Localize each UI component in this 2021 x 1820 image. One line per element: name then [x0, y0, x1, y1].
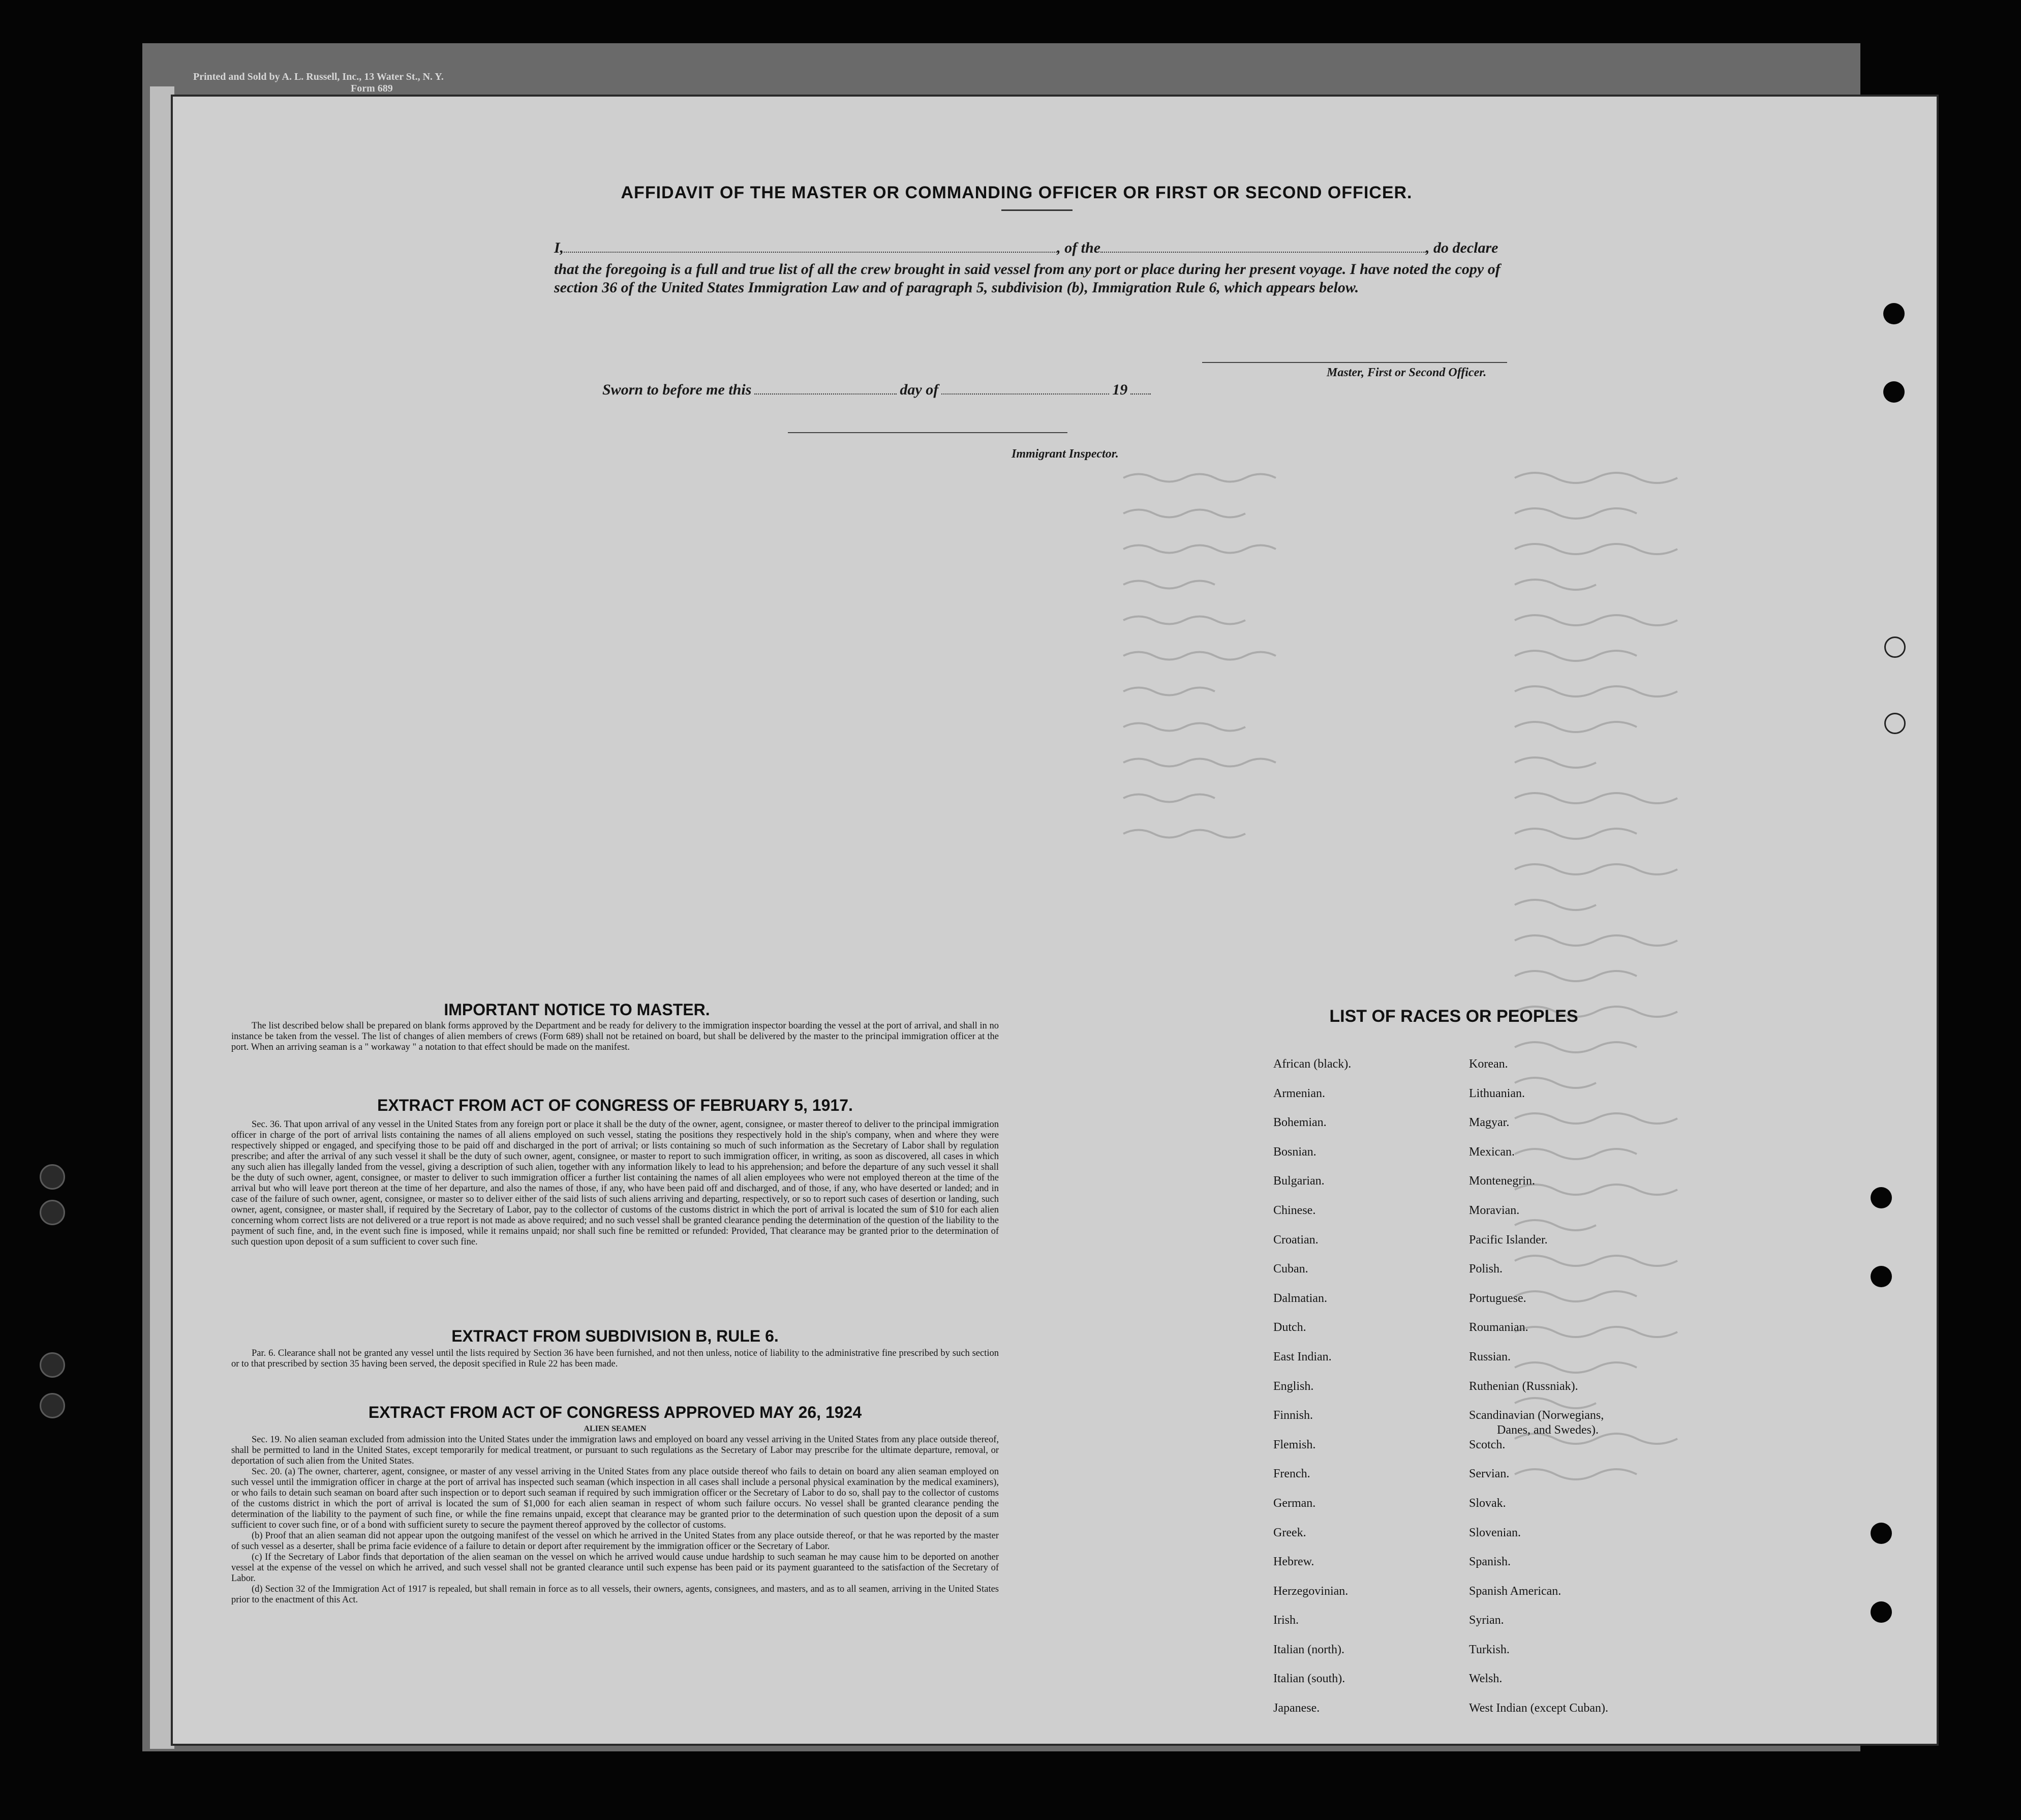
- edge-hole-icon: [40, 1393, 65, 1418]
- extract-rule6-text: [231, 1348, 999, 1370]
- race-item: Dutch.: [1273, 1321, 1306, 1334]
- race-item: Flemish.: [1273, 1438, 1316, 1451]
- race-item: Korean.: [1469, 1057, 1508, 1071]
- extract-1917-text: [231, 1119, 999, 1248]
- imprint-line-1: Printed and Sold by A. L. Russell, Inc., 13 Water St., N. Y.: [193, 71, 444, 82]
- binder-hole-icon: [1883, 381, 1905, 403]
- race-item: Roumanian.: [1469, 1321, 1528, 1334]
- race-item: Herzegovinian.: [1273, 1584, 1349, 1598]
- race-item: Finnish.: [1273, 1409, 1313, 1422]
- extract-1924-text: [231, 1435, 999, 1605]
- race-item: Bohemian.: [1273, 1116, 1327, 1130]
- race-item: Cuban.: [1273, 1262, 1308, 1276]
- race-item: Japanese.: [1273, 1702, 1320, 1715]
- binding-strip: [150, 86, 174, 1749]
- race-item: Irish.: [1273, 1614, 1299, 1627]
- affidavit-first-line: [554, 239, 1545, 257]
- affidavit-body: [554, 239, 1545, 297]
- race-item: Hebrew.: [1273, 1555, 1314, 1569]
- inspector-signature-line[interactable]: [788, 432, 1067, 433]
- name-blank[interactable]: [564, 251, 1057, 253]
- printer-imprint: [193, 71, 444, 95]
- race-item: Scandinavian (Norwegians,: [1469, 1409, 1604, 1422]
- sworn-year-prefix: 19: [1112, 381, 1128, 398]
- races-heading: LIST OF RACES OR PEOPLES: [1329, 1007, 1578, 1026]
- sworn-prefix: Sworn to before me this: [602, 381, 752, 398]
- race-item: West Indian (except Cuban).: [1469, 1702, 1608, 1715]
- master-caption: Master, First or Second Officer.: [1327, 366, 1487, 379]
- inspector-caption: Immigrant Inspector.: [1012, 447, 1119, 461]
- notice-paragraph: The list described below shall be prepared on blank forms approved by the Department and be ready for delivery to the immigration inspector boarding the vessel at the port of arrival, and shall in no instance be taken from the vessel. The list of changes of alien members of crews (Form 689) shall not be retained on board, but shall be delivered by the master to the principal immigration officer at the port. When an arriving seaman is a " workaway " a notation to that effect should be made on the manifest.: [231, 1021, 999, 1052]
- notice-text: [231, 1021, 999, 1053]
- race-item: East Indian.: [1273, 1350, 1332, 1363]
- race-item: Croatian.: [1273, 1233, 1319, 1247]
- edge-hole-icon: [40, 1164, 65, 1190]
- binder-hole-icon: [1871, 1187, 1892, 1208]
- scandinavian-continuation: Danes, and Swedes).: [1497, 1423, 1599, 1437]
- extract-1917-heading: EXTRACT FROM ACT OF CONGRESS OF FEBRUARY 5, 1917.: [377, 1096, 853, 1114]
- race-item: Greek.: [1273, 1526, 1306, 1539]
- race-item: Polish.: [1469, 1262, 1503, 1276]
- sec19-paragraph: Sec. 19. No alien seaman excluded from admission into the United States under the immigration laws and employed on board any vessel arriving in the United States from any place outside thereof, shall be permitted to land in the United States, except temporarily for medical treatment, or pursuant to such regulations as the Secretary of Labor may prescribe for the ultimate departure, removal, or deportation of such alien from the United States.: [231, 1435, 999, 1466]
- race-item: Italian (south).: [1273, 1672, 1345, 1686]
- binder-hole-icon: [1871, 1601, 1892, 1623]
- race-item: Chinese.: [1273, 1203, 1316, 1217]
- title-rule: [1001, 209, 1073, 211]
- sworn-day-blank[interactable]: [754, 393, 897, 395]
- notice-heading: IMPORTANT NOTICE TO MASTER.: [444, 1000, 710, 1019]
- race-item: Moravian.: [1469, 1203, 1520, 1217]
- race-item: Mexican.: [1469, 1145, 1515, 1159]
- race-item: Slovenian.: [1469, 1526, 1521, 1539]
- race-item: Russian.: [1469, 1350, 1511, 1363]
- race-item: Bulgarian.: [1273, 1174, 1325, 1188]
- binder-hole-icon: [1871, 1523, 1892, 1544]
- binder-hole-icon: [1883, 303, 1905, 324]
- edge-hole-icon: [40, 1200, 65, 1225]
- binder-hole-icon: [1884, 713, 1906, 734]
- race-item: Slovak.: [1469, 1496, 1506, 1510]
- master-signature-line[interactable]: [1202, 362, 1507, 363]
- sworn-day-of: day of: [900, 381, 939, 398]
- race-item: Syrian.: [1469, 1614, 1504, 1627]
- race-item: French.: [1273, 1467, 1310, 1481]
- race-item: Servian.: [1469, 1467, 1510, 1481]
- race-item: Montenegrin.: [1469, 1174, 1535, 1188]
- race-item: Ruthenian (Russniak).: [1469, 1379, 1578, 1393]
- race-item: Spanish.: [1469, 1555, 1511, 1569]
- extract-rule6-heading: EXTRACT FROM SUBDIVISION B, RULE 6.: [451, 1327, 779, 1345]
- binder-hole-icon: [1884, 636, 1906, 658]
- race-item: African (black).: [1273, 1057, 1352, 1071]
- binder-hole-icon: [1871, 1266, 1892, 1287]
- affidavit-of-the: , of the: [1057, 239, 1101, 256]
- race-item: Portuguese.: [1469, 1291, 1526, 1305]
- sworn-year-blank[interactable]: [1130, 393, 1151, 395]
- race-item: Italian (north).: [1273, 1643, 1344, 1656]
- affidavit-statement: that the foregoing is a full and true list of all the crew brought in said vessel from any port or place during her present voyage. I have noted the copy of section 36 of the United States Immigration Law and of paragraph 5, subdivision (b), Immigration Rule 6, which appears below.: [554, 261, 1501, 296]
- sec20b-paragraph: (b) Proof that an alien seaman did not appear upon the outgoing manifest of the vessel on which he arrived in the United States from any place outside thereof, or that he was reported by the master of such vessel as a deserter, shall be prima facie evidence of a failure to detain or deport after requirement by the immigration officer or the Secretary of Labor.: [231, 1531, 999, 1552]
- section-36-paragraph: Sec. 36. That upon arrival of any vessel in the United States from any foreign port or place it shall be the duty of the owner, agent, consignee, or master thereof to deliver to the principal immigration officer in charge of the port of arrival lists containing the names of all aliens employed on such vessel, stating the positions they respectively hold in the ship's company, when and where they were respectively shipped or engaged, and specifying those to be paid off and discharged in the port of arrival; or lists containing so much of such information as the Secretary of Labor shall by regulation prescribe; and after the arrival of any such vessel it shall be the duty of such owner, agent, consignee, or master to report to such immigration officer, in writing, as soon as discovered, all cases in which any such alien has illegally landed from the vessel, giving a description of such alien, together with any information likely to lead to his apprehension; and before the departure of any such vessel it shall be the duty of such owner, agent, consignee, or master to deliver to such immigration officer a further list containing the names of all alien employees who were not employed thereon at the time of the arrival but who will leave port thereon at the time of her departure, and also the names of those, if any, who have been paid off and discharged, and of those, if any, who have deserted or landed; and in case of the failure of such owner, agent, consignee, or master so to deliver either of the said lists of such aliens arriving and departing, respectively, or so to report such cases of desertion or landing, such owner, agent, consignee, or master shall, if required by the Secretary of Labor, pay to the collector of customs of the customs district in which the port of arrival is located the sum of $10 for each alien concerning whom correct lists are not delivered or a true report is not made as above required; and no such vessel shall be granted clearance pending the determination of the question of the liability to the payment of such fine, and, in the event such fine is imposed, while it remains unpaid; nor shall such fine be remitted or refunded: Provided, That clearance may be granted prior to the determination of such question upon deposit of a sum sufficient to cover such fine.: [231, 1119, 999, 1247]
- edge-hole-icon: [40, 1352, 65, 1378]
- sec20c-paragraph: (c) If the Secretary of Labor finds that deportation of the alien seaman on the vessel on which he arrived would cause undue hardship to such seaman he may cause him to be deported on another vessel at the expense of the vessel on which he arrived, and such vessel shall not be granted clearance until such expense has been paid or its payment guaranteed to the satisfaction of the Secretary of Labor.: [231, 1552, 999, 1584]
- affidavit-i-label: I,: [554, 239, 564, 256]
- races-column-1: [1273, 1057, 1351, 1731]
- race-item: Pacific Islander.: [1469, 1233, 1548, 1247]
- affidavit-title: AFFIDAVIT OF THE MASTER OR COMMANDING OFFICER OR FIRST OR SECOND OFFICER.: [621, 183, 1413, 202]
- races-column-2: [1469, 1057, 1608, 1731]
- alien-seamen-subheading: ALIEN SEAMEN: [584, 1424, 647, 1433]
- race-item: Magyar.: [1469, 1116, 1510, 1130]
- race-item: Spanish American.: [1469, 1584, 1561, 1598]
- race-item: Bosnian.: [1273, 1145, 1316, 1159]
- race-item: English.: [1273, 1379, 1314, 1393]
- vessel-blank[interactable]: [1100, 251, 1426, 253]
- race-item: Lithuanian.: [1469, 1086, 1525, 1100]
- race-item: Dalmatian.: [1273, 1291, 1327, 1305]
- race-item: Armenian.: [1273, 1086, 1325, 1100]
- extract-1924-heading: EXTRACT FROM ACT OF CONGRESS APPROVED MAY 26, 1924: [368, 1403, 862, 1421]
- race-item: Turkish.: [1469, 1643, 1510, 1656]
- sworn-month-blank[interactable]: [941, 393, 1109, 395]
- sworn-line: [602, 381, 1151, 399]
- sec20a-paragraph: Sec. 20. (a) The owner, charterer, agent, consignee, or master of any vessel arriving in the United States from any place outside thereof who fails to detain on board any alien seaman employed on such vessel until the immigration officer in charge at the port of arrival has inspected such seaman (which inspection in all cases shall include a personal physical examination by the medical examiners), or who fails to detain such seaman on board after such inspection or to deport such seaman if required by such immigration officer or the Secretary of Labor to do so, shall pay to the collector of customs of the customs district in which the port of arrival is located the sum of $1,000 for each alien seaman in respect of whom such failure occurs. No vessel shall be granted clearance pending the determination of the liability to the payment of such fine, or while the fine remains unpaid, except that clearance may be granted prior to the determination of such question upon the deposit of a sum sufficient to cover such fine, or of a bond with sufficient surety to secure the payment thereof approved by the collector of customs.: [231, 1467, 999, 1530]
- sec20d-paragraph: (d) Section 32 of the Immigration Act of 1917 is repealed, but shall remain in force as to all vessels, their owners, agents, consignees, and masters, and as to all seamen, arriving in the United States prior to the enactment of this Act.: [231, 1584, 999, 1605]
- race-item: Welsh.: [1469, 1672, 1503, 1686]
- imprint-line-2: Form 689: [351, 83, 393, 94]
- affidavit-do-declare: , do declare: [1426, 239, 1498, 256]
- race-item: Scotch.: [1469, 1438, 1506, 1451]
- rule6-paragraph: Par. 6. Clearance shall not be granted any vessel until the lists required by Section 36 have been furnished, and not then unless, notice of liability to the administrative fine prescribed by such section or to that prescribed by section 35 having been served, the deposit specified in Rule 22 has been made.: [231, 1348, 999, 1369]
- race-item: German.: [1273, 1496, 1316, 1510]
